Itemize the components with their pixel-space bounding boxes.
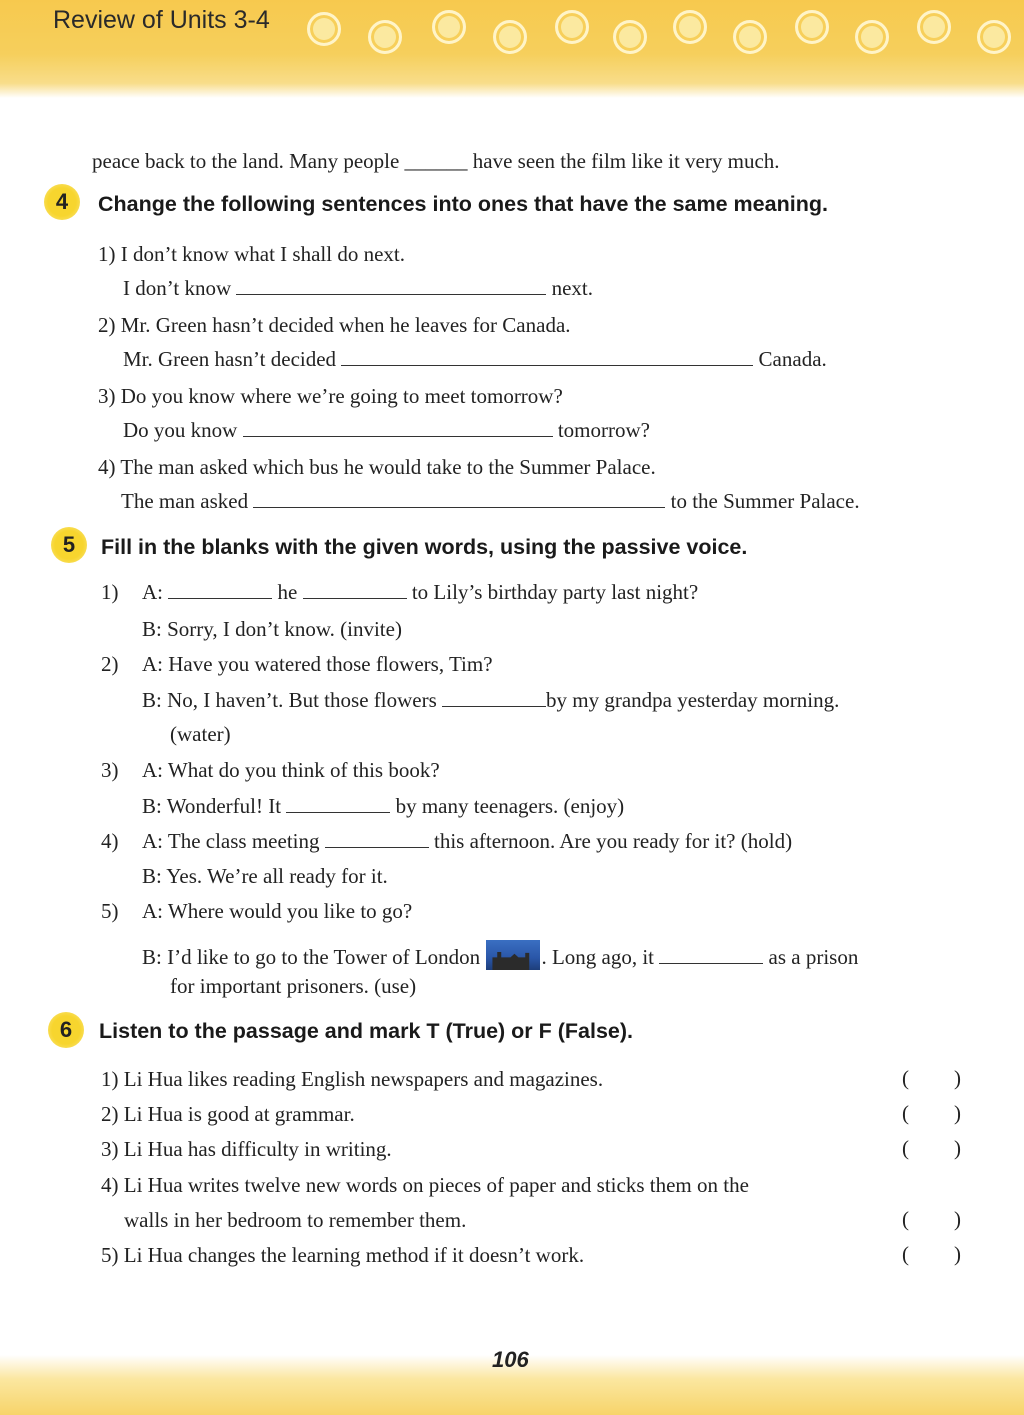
decorative-dot xyxy=(555,10,589,44)
s5-item-5-b xyxy=(142,940,858,970)
answer-paren-open: ( xyxy=(902,1242,909,1266)
answer-blank[interactable] xyxy=(243,418,553,437)
s4-answer-2 xyxy=(123,346,827,372)
answer-paren-close: ) xyxy=(954,1066,961,1090)
page-number: 106 xyxy=(492,1347,529,1372)
decorative-dot xyxy=(855,20,889,54)
answer-blank[interactable] xyxy=(236,276,546,295)
s4-question-3: 3) Do you know where we’re going to meet tomorrow? xyxy=(98,384,563,408)
section-5-badge: 5 xyxy=(51,527,87,563)
decorative-dot xyxy=(307,12,341,46)
decorative-dot xyxy=(733,20,767,54)
s5-item-5-num: 5) xyxy=(101,899,119,923)
answer-blank[interactable] xyxy=(659,945,763,964)
s5-item-4-b: B: Yes. We’re all ready for it. xyxy=(142,864,388,888)
s5-item-1-num: 1) xyxy=(101,580,119,604)
decorative-dots xyxy=(305,8,1020,56)
section-4-title: Change the following sentences into ones that have the same meaning. xyxy=(98,192,828,216)
s5-item-2-a: A: Have you watered those flowers, Tim? xyxy=(142,652,493,676)
s5-item-2-hint: (water) xyxy=(170,722,231,746)
s6-statement-5: 5) Li Hua changes the learning method if it doesn’t work. xyxy=(101,1243,585,1267)
answer-paren-open: ( xyxy=(902,1066,909,1090)
s5-item-5-hint: for important prisoners. (use) xyxy=(170,974,417,998)
decorative-dot xyxy=(613,20,647,54)
s5-item-5-a: A: Where would you like to go? xyxy=(142,899,413,923)
s5-item-4-num: 4) xyxy=(101,829,119,853)
s4-question-2: 2) Mr. Green hasn’t decided when he leaves for Canada. xyxy=(98,313,571,337)
s4-answer-4 xyxy=(121,488,860,514)
s6-statement-1: 1) Li Hua likes reading English newspapers and magazines. xyxy=(101,1067,604,1091)
decorative-dot xyxy=(432,10,466,44)
s5-item-3-b-pre: B: Wonderful! It xyxy=(142,794,282,818)
s6-statement-4-cont: walls in her bedroom to remember them. xyxy=(124,1208,467,1232)
s4-answer-4-pre: The man asked xyxy=(121,489,249,513)
s5-item-2-b-pre: B: No, I haven’t. But those flowers xyxy=(142,688,437,712)
s4-answer-4-post: to the Summer Palace. xyxy=(670,489,860,513)
s4-answer-3-pre: Do you know xyxy=(123,418,238,442)
s5-item-3-a: A: What do you think of this book? xyxy=(142,758,440,782)
s4-answer-2-post: Canada. xyxy=(758,347,827,371)
answer-blank[interactable] xyxy=(168,580,272,599)
decorative-dot xyxy=(795,10,829,44)
answer-paren-close: ) xyxy=(954,1242,961,1266)
s5-item-5-b-post: as a prison xyxy=(768,945,859,969)
s6-statement-4: 4) Li Hua writes twelve new words on pieces of paper and sticks them on the xyxy=(101,1173,749,1197)
s4-question-1: 1) I don’t know what I shall do next. xyxy=(98,242,405,266)
s5-item-4-a-pre: A: The class meeting xyxy=(142,829,320,853)
s4-answer-3 xyxy=(123,417,650,443)
s5-item-3-b-post: by many teenagers. (enjoy) xyxy=(395,794,625,818)
tower-of-london-image xyxy=(486,940,540,970)
decorative-dot xyxy=(493,20,527,54)
answer-blank[interactable] xyxy=(253,489,665,508)
s4-question-4: 4) The man asked which bus he would take to the Summer Palace. xyxy=(98,455,656,479)
s5-item-5-b-pre: B: I’d like to go to the Tower of London xyxy=(142,945,481,969)
answer-blank[interactable] xyxy=(341,347,753,366)
answer-paren-close: ) xyxy=(954,1101,961,1125)
s5-item-1-a-rest: to Lily’s birthday party last night? xyxy=(411,580,699,604)
decorative-dot xyxy=(917,10,951,44)
s5-item-1-a-he: he xyxy=(277,580,298,604)
answer-paren-close: ) xyxy=(954,1136,961,1160)
s5-item-2-b-post: by my grandpa yesterday morning. xyxy=(546,688,840,712)
s4-answer-2-pre: Mr. Green hasn’t decided xyxy=(123,347,337,371)
s5-item-2-num: 2) xyxy=(101,652,119,676)
s5-item-2-b xyxy=(142,687,839,713)
section-5-title: Fill in the blanks with the given words, using the passive voice. xyxy=(101,535,748,559)
s6-statement-2: 2) Li Hua is good at grammar. xyxy=(101,1102,355,1126)
section-6-badge: 6 xyxy=(48,1012,84,1048)
section-6-title: Listen to the passage and mark T (True) or F (False). xyxy=(99,1019,634,1043)
s4-answer-1 xyxy=(123,275,593,301)
decorative-dot xyxy=(673,10,707,44)
answer-blank[interactable] xyxy=(286,794,390,813)
answer-blank[interactable] xyxy=(303,580,407,599)
page-header xyxy=(0,0,1024,98)
s5-item-4-a-post: this afternoon. Are you ready for it? (hold) xyxy=(434,829,793,853)
decorative-dot xyxy=(977,20,1011,54)
answer-paren-close: ) xyxy=(954,1207,961,1231)
s5-item-4-a xyxy=(142,828,792,854)
answer-paren-open: ( xyxy=(902,1101,909,1125)
s4-answer-3-post: tomorrow? xyxy=(557,418,650,442)
s5-item-3-b xyxy=(142,793,624,819)
answer-blank[interactable] xyxy=(442,688,546,707)
s5-item-5-b-mid: . Long ago, it xyxy=(541,945,655,969)
answer-paren-open: ( xyxy=(902,1207,909,1231)
s5-item-1-a xyxy=(142,579,698,605)
answer-blank[interactable] xyxy=(325,829,429,848)
s5-item-3-num: 3) xyxy=(101,758,119,782)
s6-statement-3: 3) Li Hua has difficulty in writing. xyxy=(101,1137,392,1161)
s5-item-1-a-speaker: A: xyxy=(142,580,163,604)
intro-line: peace back to the land. Many people ______ have seen the film like it very much. xyxy=(92,149,780,173)
s5-item-1-b: B: Sorry, I don’t know. (invite) xyxy=(142,617,402,641)
answer-paren-open: ( xyxy=(902,1136,909,1160)
header-title: Review of Units 3-4 xyxy=(53,6,270,34)
s4-answer-1-post: next. xyxy=(551,276,594,300)
decorative-dot xyxy=(368,20,402,54)
s4-answer-1-pre: I don’t know xyxy=(123,276,232,300)
section-4-badge: 4 xyxy=(44,184,80,220)
